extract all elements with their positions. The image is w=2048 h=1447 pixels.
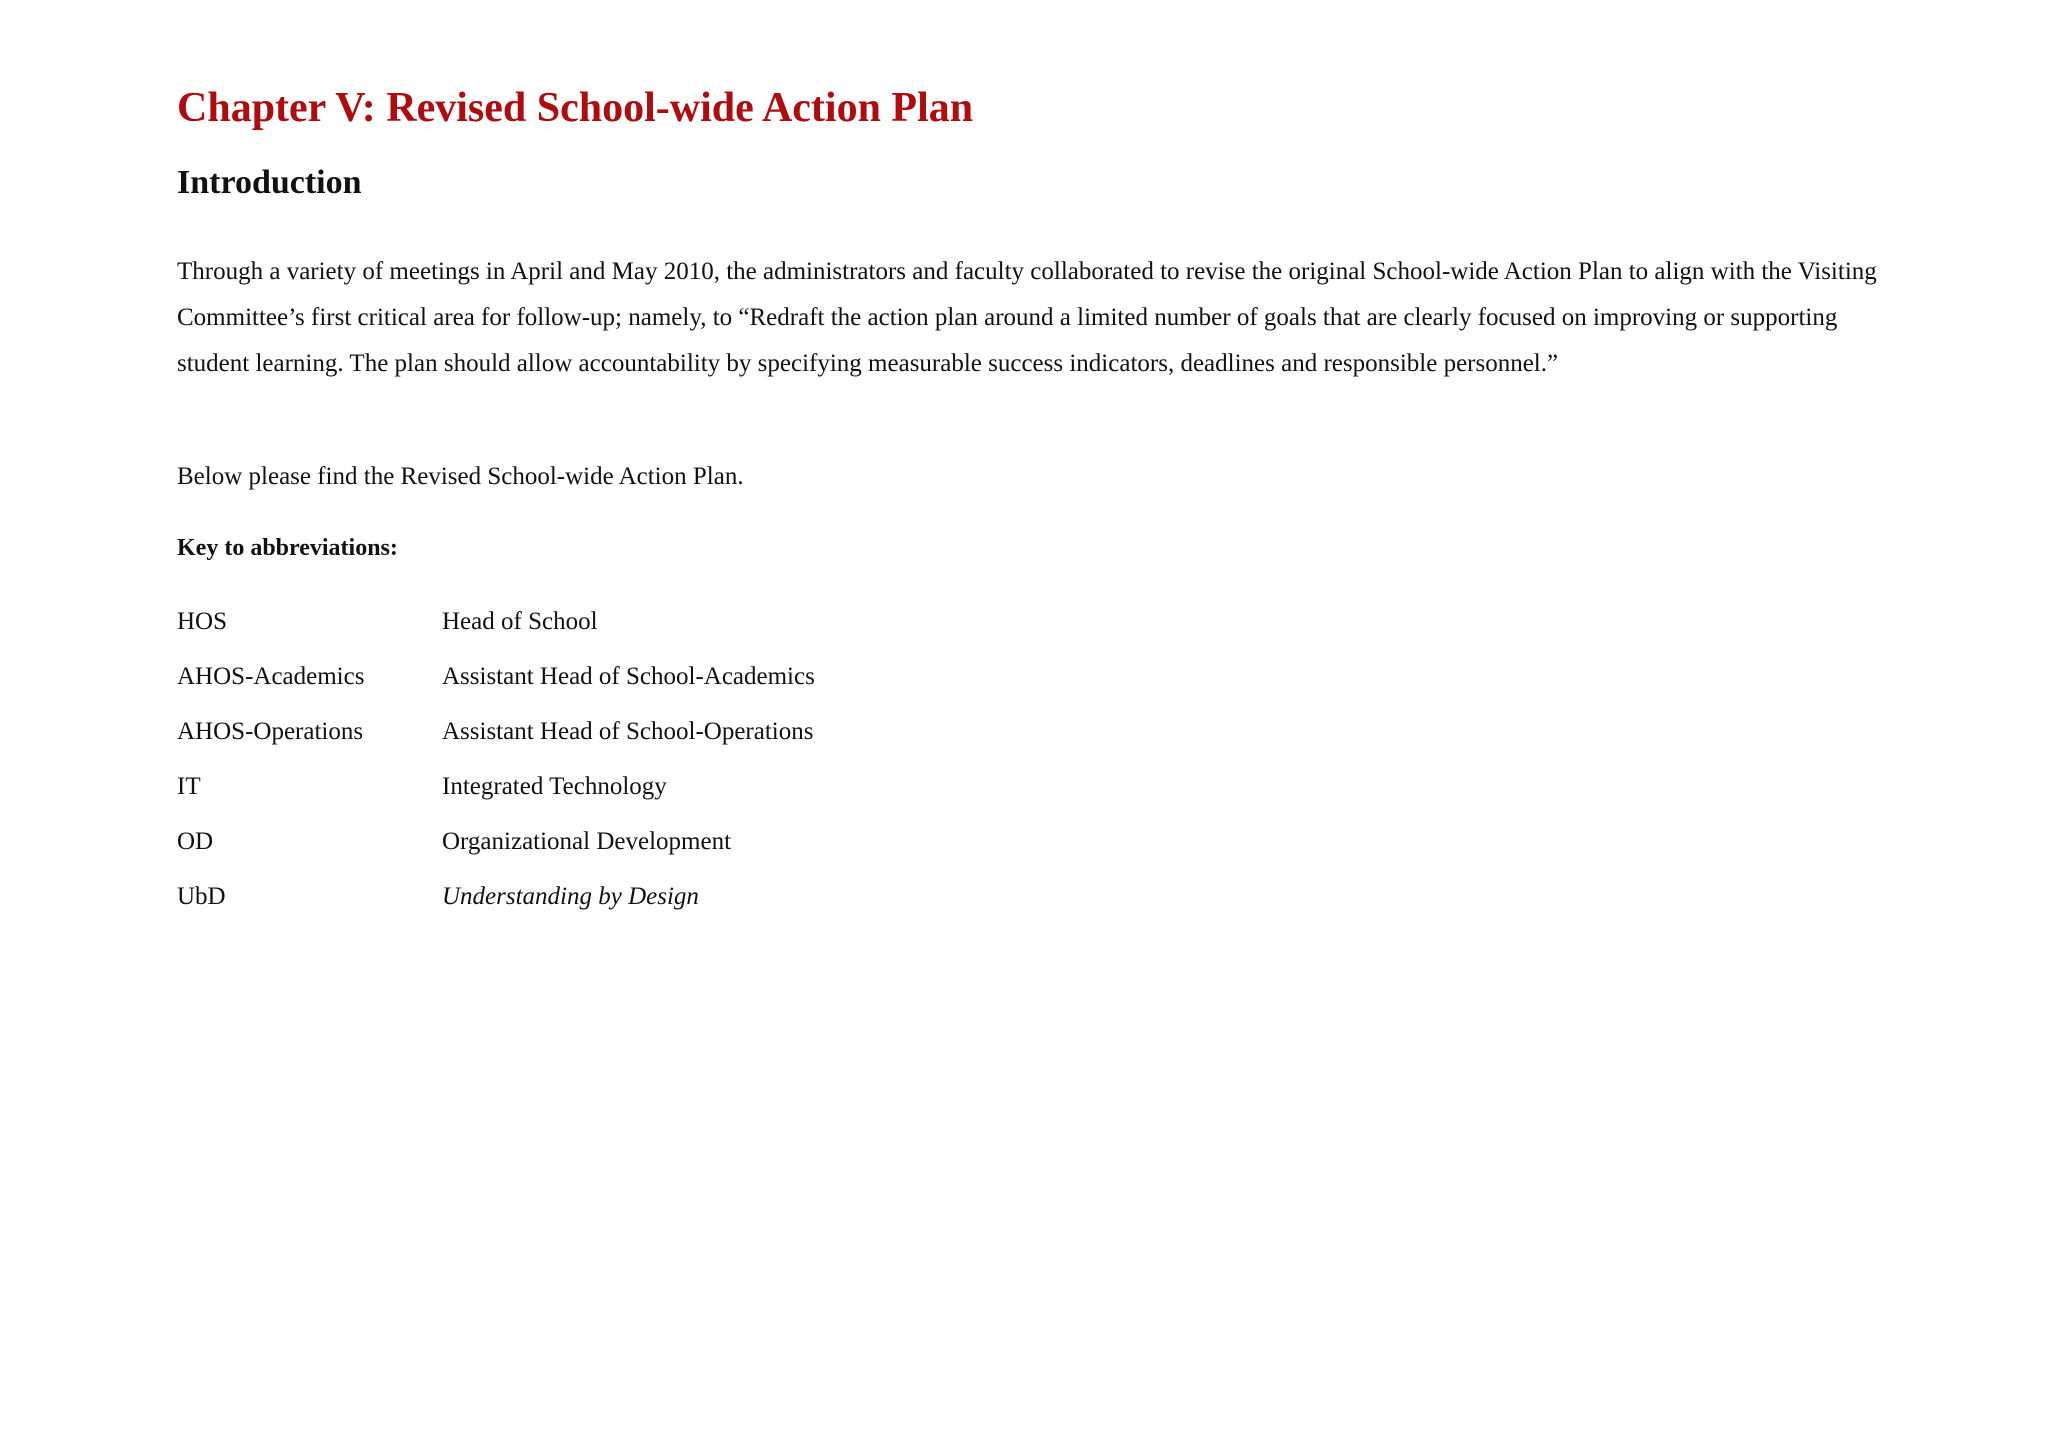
abbreviation-row [177, 869, 815, 924]
abbreviation-definition: Head of School [442, 607, 598, 635]
abbreviation-definition: Assistant Head of School-Operations [442, 717, 814, 745]
below-paragraph: Below please find the Revised School-wide Action Plan. [177, 463, 744, 490]
chapter-title: Chapter V: Revised School-wide Action Plan [177, 85, 974, 131]
abbreviation-term: AHOS-Academics [177, 662, 365, 690]
key-heading: Key to abbreviations: [177, 535, 398, 561]
abbreviation-row [177, 814, 815, 869]
abbreviation-list [177, 594, 815, 924]
abbreviation-term: OD [177, 827, 214, 855]
abbreviation-term: HOS [177, 607, 228, 635]
abbreviation-term: AHOS-Operations [177, 717, 364, 745]
abbreviation-row [177, 649, 815, 704]
abbreviation-term: IT [177, 772, 201, 800]
abbreviation-row [177, 594, 815, 649]
abbreviation-definition: Organizational Development [442, 827, 732, 855]
abbreviation-definition: Assistant Head of School-Academics [442, 662, 815, 690]
intro-paragraph: Through a variety of meetings in April and May 2010, the administrators and faculty collaborated to revise the original School-wide Action Plan to align with the Visiting Committee’s first critical area for follow-up; namely, to “Redraft the action plan around a limited number of goals that are clearly focused on improving or supporting student learning. The plan should allow accountability by specifying measurable success indicators, deadlines and responsible personnel.” [177, 258, 1877, 377]
abbreviation-row [177, 704, 815, 759]
abbreviation-definition: Integrated Technology [442, 772, 667, 800]
section-heading-introduction: Introduction [177, 164, 362, 201]
abbreviation-term: UbD [177, 882, 226, 910]
abbreviation-definition: Understanding by Design [442, 882, 699, 910]
abbreviation-row [177, 759, 815, 814]
